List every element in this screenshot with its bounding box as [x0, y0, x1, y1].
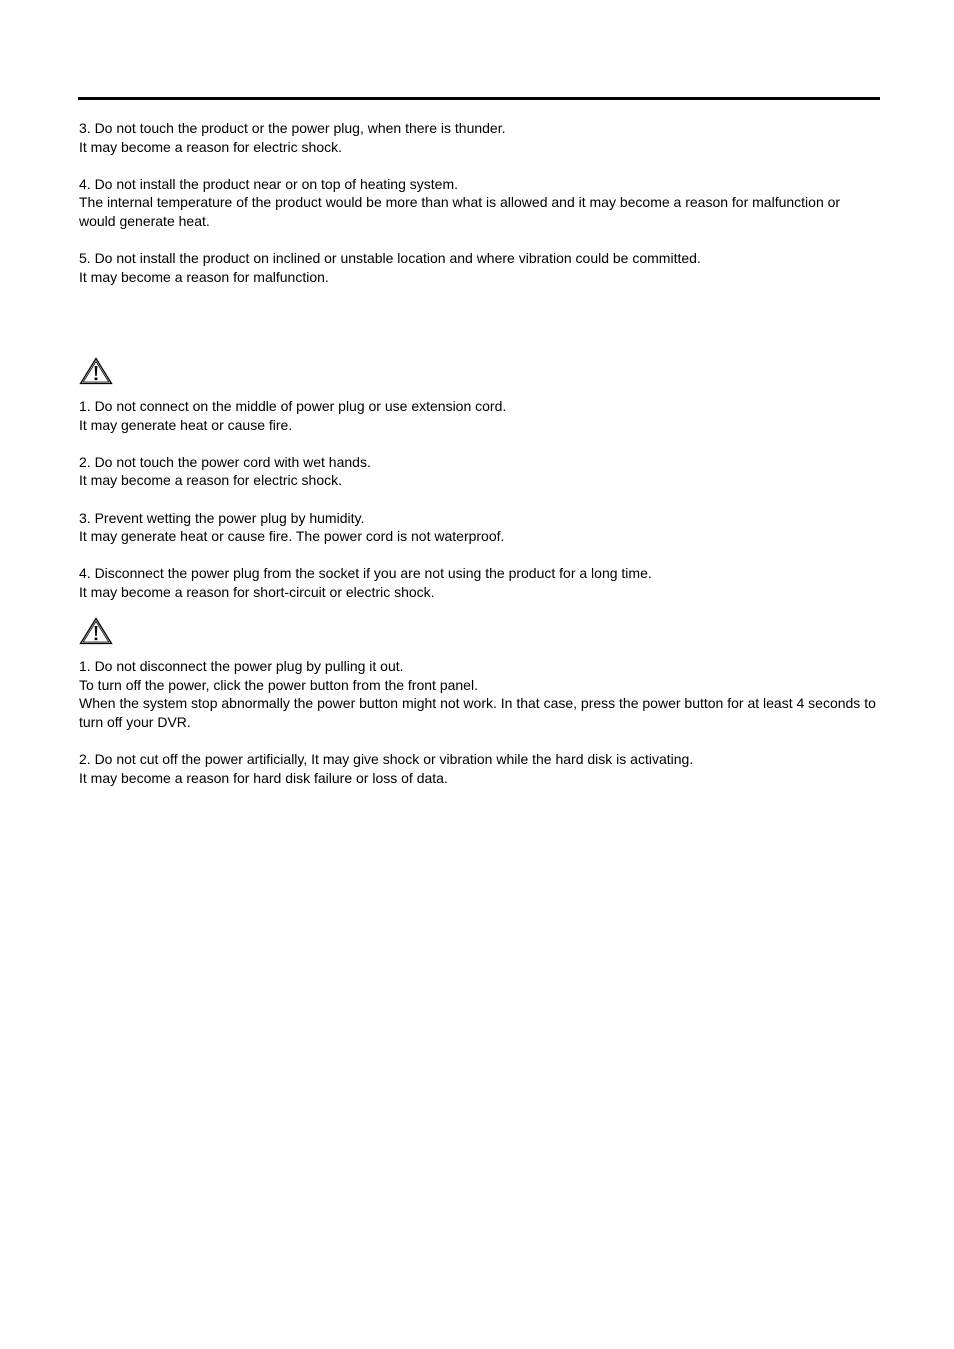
instruction-detail: It may become a reason for malfunction.: [79, 268, 329, 285]
section-top: [79, 119, 879, 305]
instruction-item: [79, 119, 879, 156]
instruction-item: [79, 564, 879, 601]
instruction-item: [79, 249, 879, 286]
instruction-title: 4. Do not install the product near or on top of heating system.: [79, 175, 458, 192]
warning-triangle-icon: [79, 357, 113, 385]
warning-triangle-icon: [79, 617, 113, 645]
header-rule: [78, 97, 880, 100]
instruction-title: 5. Do not install the product on inclined or unstable location and where vibration could be committed.: [79, 250, 701, 267]
instruction-detail: It may become a reason for hard disk failure or loss of data.: [79, 769, 448, 786]
instruction-title: 1. Do not connect on the middle of power plug or use extension cord.: [79, 398, 507, 414]
instruction-title: 2. Do not touch the power cord with wet hands.: [79, 453, 371, 470]
instruction-item: [79, 509, 879, 546]
instruction-detail: To turn off the power, click the power button from the front panel.: [79, 676, 478, 693]
instruction-title: 3. Do not touch the product or the power plug, when there is thunder.: [79, 120, 506, 136]
instruction-detail: The internal temperature of the product would be more than what is allowed and it may become a reason for malfunction or would generate heat.: [79, 194, 841, 229]
instruction-detail: It may generate heat or cause fire. The power cord is not waterproof.: [79, 528, 505, 545]
instruction-title: 2. Do not cut off the power artificially, It may give shock or vibration while the hard disk is activating.: [79, 750, 694, 767]
instruction-title: 1. Do not disconnect the power plug by pulling it out.: [79, 658, 404, 674]
instruction-title: 4. Disconnect the power plug from the socket if you are not using the product for a long time.: [79, 565, 652, 582]
instruction-item: [79, 750, 879, 787]
section-power-cord: [79, 397, 879, 620]
section-shutdown: [79, 657, 879, 806]
instruction-item: [79, 453, 879, 490]
instruction-title: 3. Prevent wetting the power plug by humidity.: [79, 509, 365, 526]
instruction-item: [79, 175, 879, 231]
instruction-item: [79, 657, 879, 731]
instruction-detail: It may become a reason for short-circuit or electric shock.: [79, 583, 435, 600]
instruction-detail: It may generate heat or cause fire.: [79, 416, 293, 433]
instruction-detail: When the system stop abnormally the power button might not work. In that case, press the power button for at least 4 seconds to turn off your DVR.: [79, 695, 876, 730]
instruction-detail: It may become a reason for electric shock.: [79, 472, 342, 489]
instruction-detail: It may become a reason for electric shock.: [79, 138, 342, 155]
instruction-item: [79, 397, 879, 434]
